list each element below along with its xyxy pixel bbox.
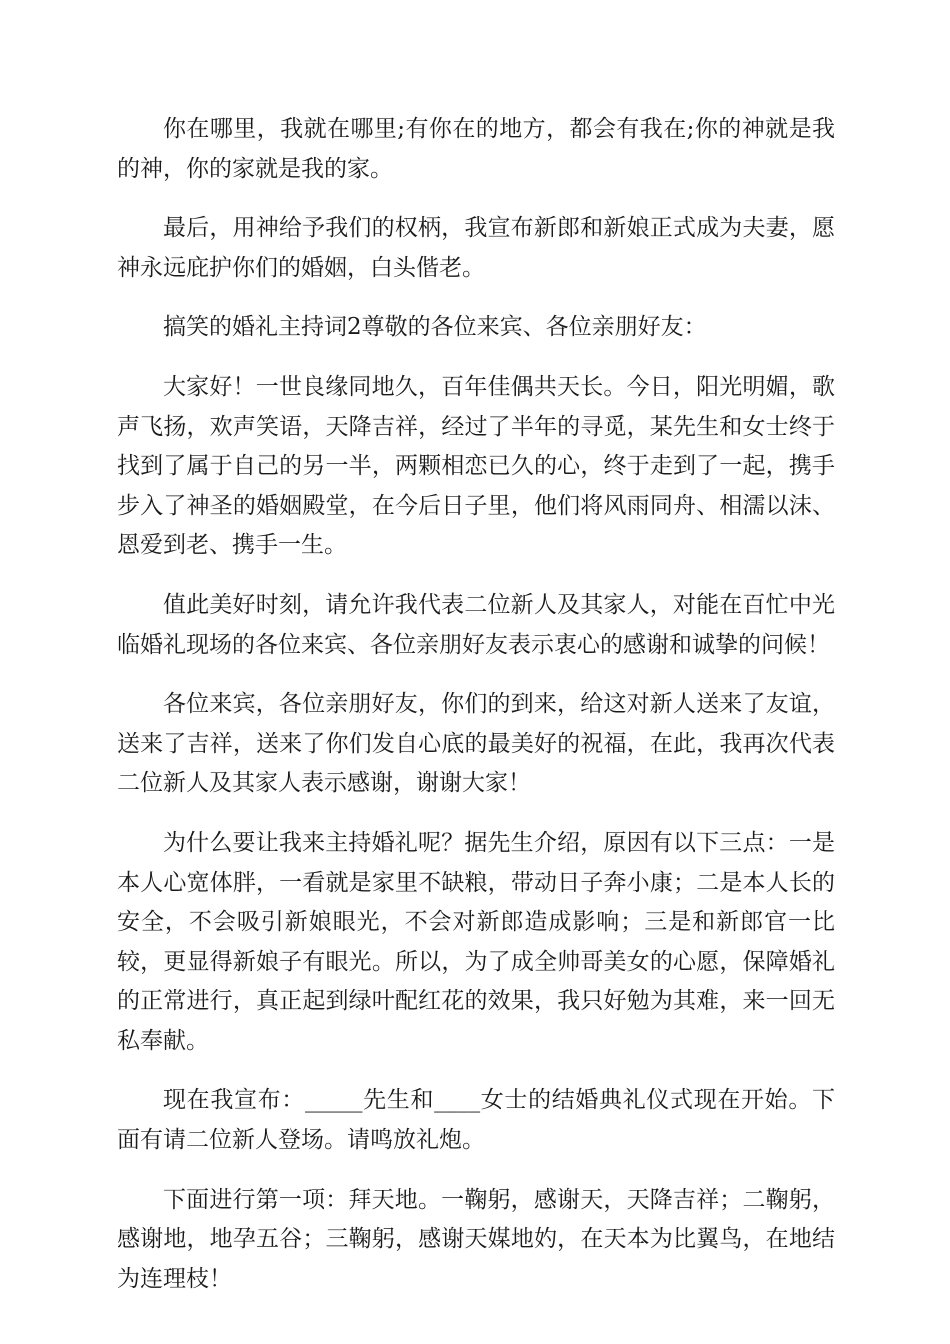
paragraph: 现在我宣布：_____先生和____女士的结婚典礼仪式现在开始。下面有请二位新人登场。请鸣放礼炮。 <box>117 1087 835 1154</box>
paragraph: 搞笑的婚礼主持词2尊敬的各位来宾、各位亲朋好友： <box>163 314 707 341</box>
paragraph: 最后，用神给予我们的权柄，我宣布新郎和新娘正式成为夫妻，愿神永远庇护你们的婚姻，白头偕老。 <box>117 215 835 281</box>
paragraph: 值此美好时刻，请允许我代表二位新人及其家人，对能在百忙中光临婚礼现场的各位来宾、各位亲朋好友表示衷心的感谢和诚挚的问候！ <box>117 591 835 658</box>
paragraph: 大家好！一世良缘同地久，百年佳偶共天长。今日，阳光明媚，歌声飞扬，欢声笑语，天降吉祥，经过了半年的寻觅，某先生和女士终于找到了属于自己的另一半，两颗相恋已久的心，终于走到了一起，携手步入了神圣的婚姻殿堂，在今后日子里，他们将风雨同舟、相濡以沫、恩爱到老、携手一生。 <box>117 373 835 559</box>
paragraph: 各位来宾，各位亲朋好友，你们的到来，给这对新人送来了友谊，送来了吉祥，送来了你们发自心底的最美好的祝福，在此，我再次代表二位新人及其家人表示感谢，谢谢大家！ <box>117 691 835 797</box>
paragraph: 你在哪里，我就在哪里;有你在的地方，都会有我在;你的神就是我的神，你的家就是我的家。 <box>117 116 835 182</box>
paragraph: 下面进行第一项：拜天地。一鞠躬，感谢天，天降吉祥；二鞠躬，感谢地，地孕五谷；三鞠躬，感谢天媒地妁，在天本为比翼鸟，在地结为连理枝！ <box>117 1186 835 1292</box>
paragraph: 为什么要让我来主持婚礼呢？据先生介绍，原因有以下三点：一是本人心宽体胖，一看就是家里不缺粮，带动日子奔小康；二是本人长的安全，不会吸引新娘眼光，不会对新郎造成影响；三是和新郎官一比较，更显得新娘子有眼光。所以，为了成全帅哥美女的心愿，保障婚礼的正常进行，真正起到绿叶配红花的效果，我只好勉为其难，来一回无私奉献。 <box>117 829 835 1054</box>
document-body <box>117 110 835 1319</box>
